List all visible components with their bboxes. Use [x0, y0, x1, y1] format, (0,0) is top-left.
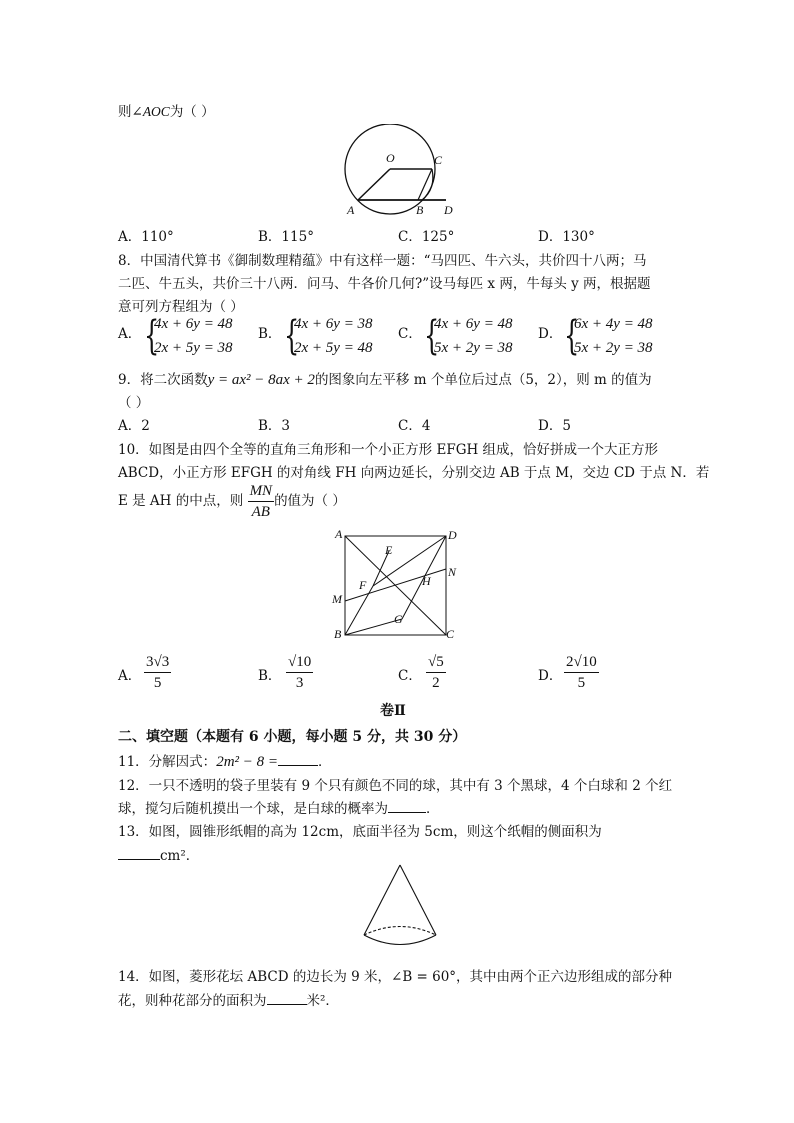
- q7-label-o: O: [386, 151, 395, 165]
- q10-option-d: D．: [538, 668, 563, 684]
- q7-stem: 则∠AOC为（ ）: [118, 104, 215, 120]
- q9-option-a: A．2: [118, 418, 150, 434]
- q8-line1: 8．中国清代算书《御制数理精蕴》中有这样一题：“马四匹、牛六头，共价四十八两；马: [118, 253, 647, 269]
- q10-option-b: B．: [258, 668, 282, 684]
- q8-system-b: { 4x + 6y = 38 2x + 5y = 48: [284, 313, 373, 359]
- q13-line2: cm²．: [118, 844, 199, 864]
- q8-option-a: A．: [118, 326, 142, 342]
- q8-system-d: { 6x + 4y = 48 5x + 2y = 38: [564, 313, 653, 359]
- q10-label-a: A: [335, 527, 343, 541]
- q8-line3: 意可列方程组为（ ）: [118, 299, 244, 315]
- q8-line2: 二匹、牛五头，共价三十八两．问马、牛各价几何?”设马每匹 x 两，牛每头 y 两，根据题: [118, 276, 651, 292]
- q10-label-h: H: [422, 574, 431, 588]
- section-two-heading: 二、填空题（本题有 6 小题，每小题 5 分，共 30 分）: [118, 729, 467, 745]
- q7-option-d: D．130°: [538, 229, 595, 245]
- q10-label-n: N: [448, 565, 457, 579]
- q10-fraction-c: $\frac{√5}{2}$: [428, 654, 444, 691]
- q10-fraction-a: $\frac{3√3}{5}$: [146, 654, 170, 691]
- q10-fraction: $\frac{MN}{AB}$: [249, 483, 273, 520]
- q7-option-c: C．125°: [398, 229, 455, 245]
- q10-label-g: G: [394, 612, 403, 626]
- q13-answer-blank: [118, 859, 160, 860]
- q10-options: [118, 652, 678, 696]
- q7-option-b: B．115°: [258, 229, 314, 245]
- q10-label-f: F: [359, 578, 367, 592]
- q10-option-a: A．: [118, 668, 142, 684]
- q10-label-m: M: [332, 592, 342, 606]
- q14-line1: 14．如图，菱形花坛 ABCD 的边长为 9 米，∠B = 60°，其中由两个正六边形组成的部分种: [118, 969, 673, 985]
- q11-answer-blank: [278, 765, 318, 766]
- q11-line: 11．分解因式：2m² − 8 = ．: [118, 754, 332, 770]
- q7-options: [118, 225, 678, 247]
- q8-option-b: B．: [258, 326, 282, 342]
- q10-fraction-b: $\frac{√10}{3}$: [288, 654, 312, 691]
- q7-label-c: C: [434, 153, 443, 167]
- q14-line2: 花，则种花部分的面积为 米²．: [118, 993, 339, 1009]
- volume-two-heading: 卷Ⅱ: [380, 703, 406, 719]
- q9-option-d: D．5: [538, 418, 571, 434]
- q8-system-c: { 4x + 6y = 48 5x + 2y = 38: [424, 313, 513, 359]
- q7-circle-figure: [338, 124, 468, 220]
- q8-option-c: C．: [398, 326, 422, 342]
- q8-system-a: { 4x + 6y = 48 2x + 5y = 38: [144, 313, 233, 359]
- q10-label-c: C: [446, 627, 455, 641]
- q10-label-b: B: [334, 627, 342, 641]
- q9-line2: （ ）: [118, 395, 150, 411]
- q7-label-b: B: [416, 203, 424, 217]
- q7-label-a: A: [347, 203, 355, 217]
- q12-line2: 球，搅匀后随机摸出一个球，是白球的概率为 ．: [118, 801, 440, 817]
- q14-answer-blank: [267, 1004, 307, 1005]
- q7-option-a: A．110°: [118, 229, 174, 245]
- q10-line1: 10．如图是由四个全等的直角三角形和一个小正方形 EFGH 组成，恰好拼成一个大正方形: [118, 442, 659, 458]
- q10-line3: E 是 AH 的中点，则 $\frac{MN}{AB}$ 的值为（ ）: [118, 483, 346, 520]
- q8-option-d: D．: [538, 326, 563, 342]
- q9-option-c: C．4: [398, 418, 431, 434]
- q9-options: [118, 414, 678, 436]
- q12-answer-blank: [388, 812, 426, 813]
- q9-line1: 9．将二次函数y = ax² − 8ax + 2的图象向左平移 m 个单位后过点（5，2），则 m 的值为: [118, 372, 652, 388]
- q10-option-c: C．: [398, 668, 422, 684]
- q10-fraction-d: $\frac{2√10}{5}$: [566, 654, 597, 691]
- q13-line1: 13．如图，圆锥形纸帽的高为 12cm，底面半径为 5cm，则这个纸帽的侧面积为: [118, 824, 602, 840]
- q10-label-d: D: [448, 528, 457, 542]
- q7-label-d: D: [444, 203, 453, 217]
- q10-square-figure: [330, 526, 460, 644]
- q8-options: [118, 312, 678, 362]
- q13-cone-figure: [360, 862, 440, 952]
- q12-line1: 12．一只不透明的袋子里装有 9 个只有颜色不同的球，其中有 3 个黑球，4 个白球和 2 个红: [118, 778, 673, 794]
- q9-option-b: B．3: [258, 418, 291, 434]
- q10-label-e: E: [385, 543, 393, 557]
- q10-line2: ABCD，小正方形 EFGH 的对角线 FH 向两边延长，分别交边 AB 于点 M，交边 CD 于点 N．若: [118, 465, 710, 481]
